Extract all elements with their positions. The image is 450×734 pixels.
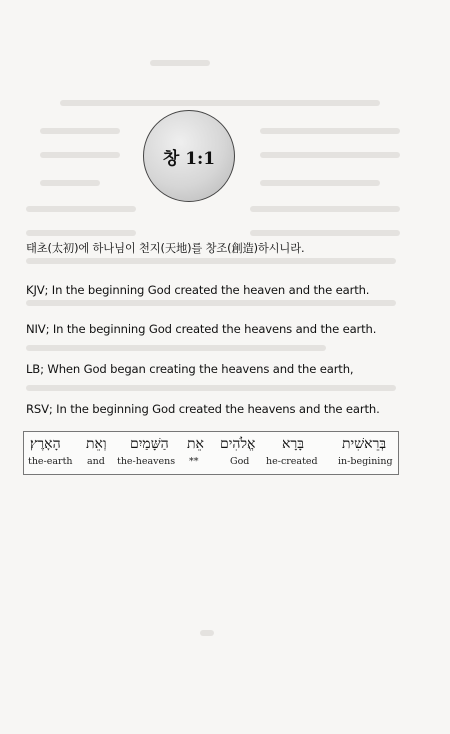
korean-verse: 태초(太初)에 하나님이 천지(天地)를 창조(創造)하시니라. <box>26 242 305 255</box>
english-gloss: the-heavens <box>117 456 176 467</box>
lb-verse: LB; When God began creating the heavens and the earth, <box>26 362 354 376</box>
hebrew-word: וְאֵת <box>86 436 107 452</box>
hebrew-word: אֵת <box>187 436 204 452</box>
kjv-verse: KJV; In the beginning God created the heaven and the earth. <box>26 283 370 297</box>
verse-reference-circle <box>143 110 235 202</box>
english-gloss: he-created <box>266 456 318 467</box>
hebrew-word: הַשָּׁמַיִם <box>130 436 169 452</box>
interlinear-table <box>23 431 399 475</box>
english-gloss: God <box>230 456 250 467</box>
english-gloss: ** <box>189 456 199 467</box>
english-gloss: the-earth <box>28 456 73 467</box>
niv-verse: NIV; In the beginning God created the heavens and the earth. <box>26 322 377 336</box>
hebrew-word: בְּרֵאשִׁית <box>342 436 387 452</box>
hebrew-word: אֱלֹהִים <box>220 436 256 452</box>
rsv-verse: RSV; In the beginning God created the heavens and the earth. <box>26 402 380 416</box>
english-gloss: in-begining <box>338 456 393 467</box>
hebrew-word: בָּרָא <box>282 436 305 452</box>
english-gloss: and <box>87 456 105 467</box>
hebrew-word: הָאָרֶץ׃ <box>30 436 61 452</box>
verse-reference: 창 1:1 <box>162 148 216 169</box>
